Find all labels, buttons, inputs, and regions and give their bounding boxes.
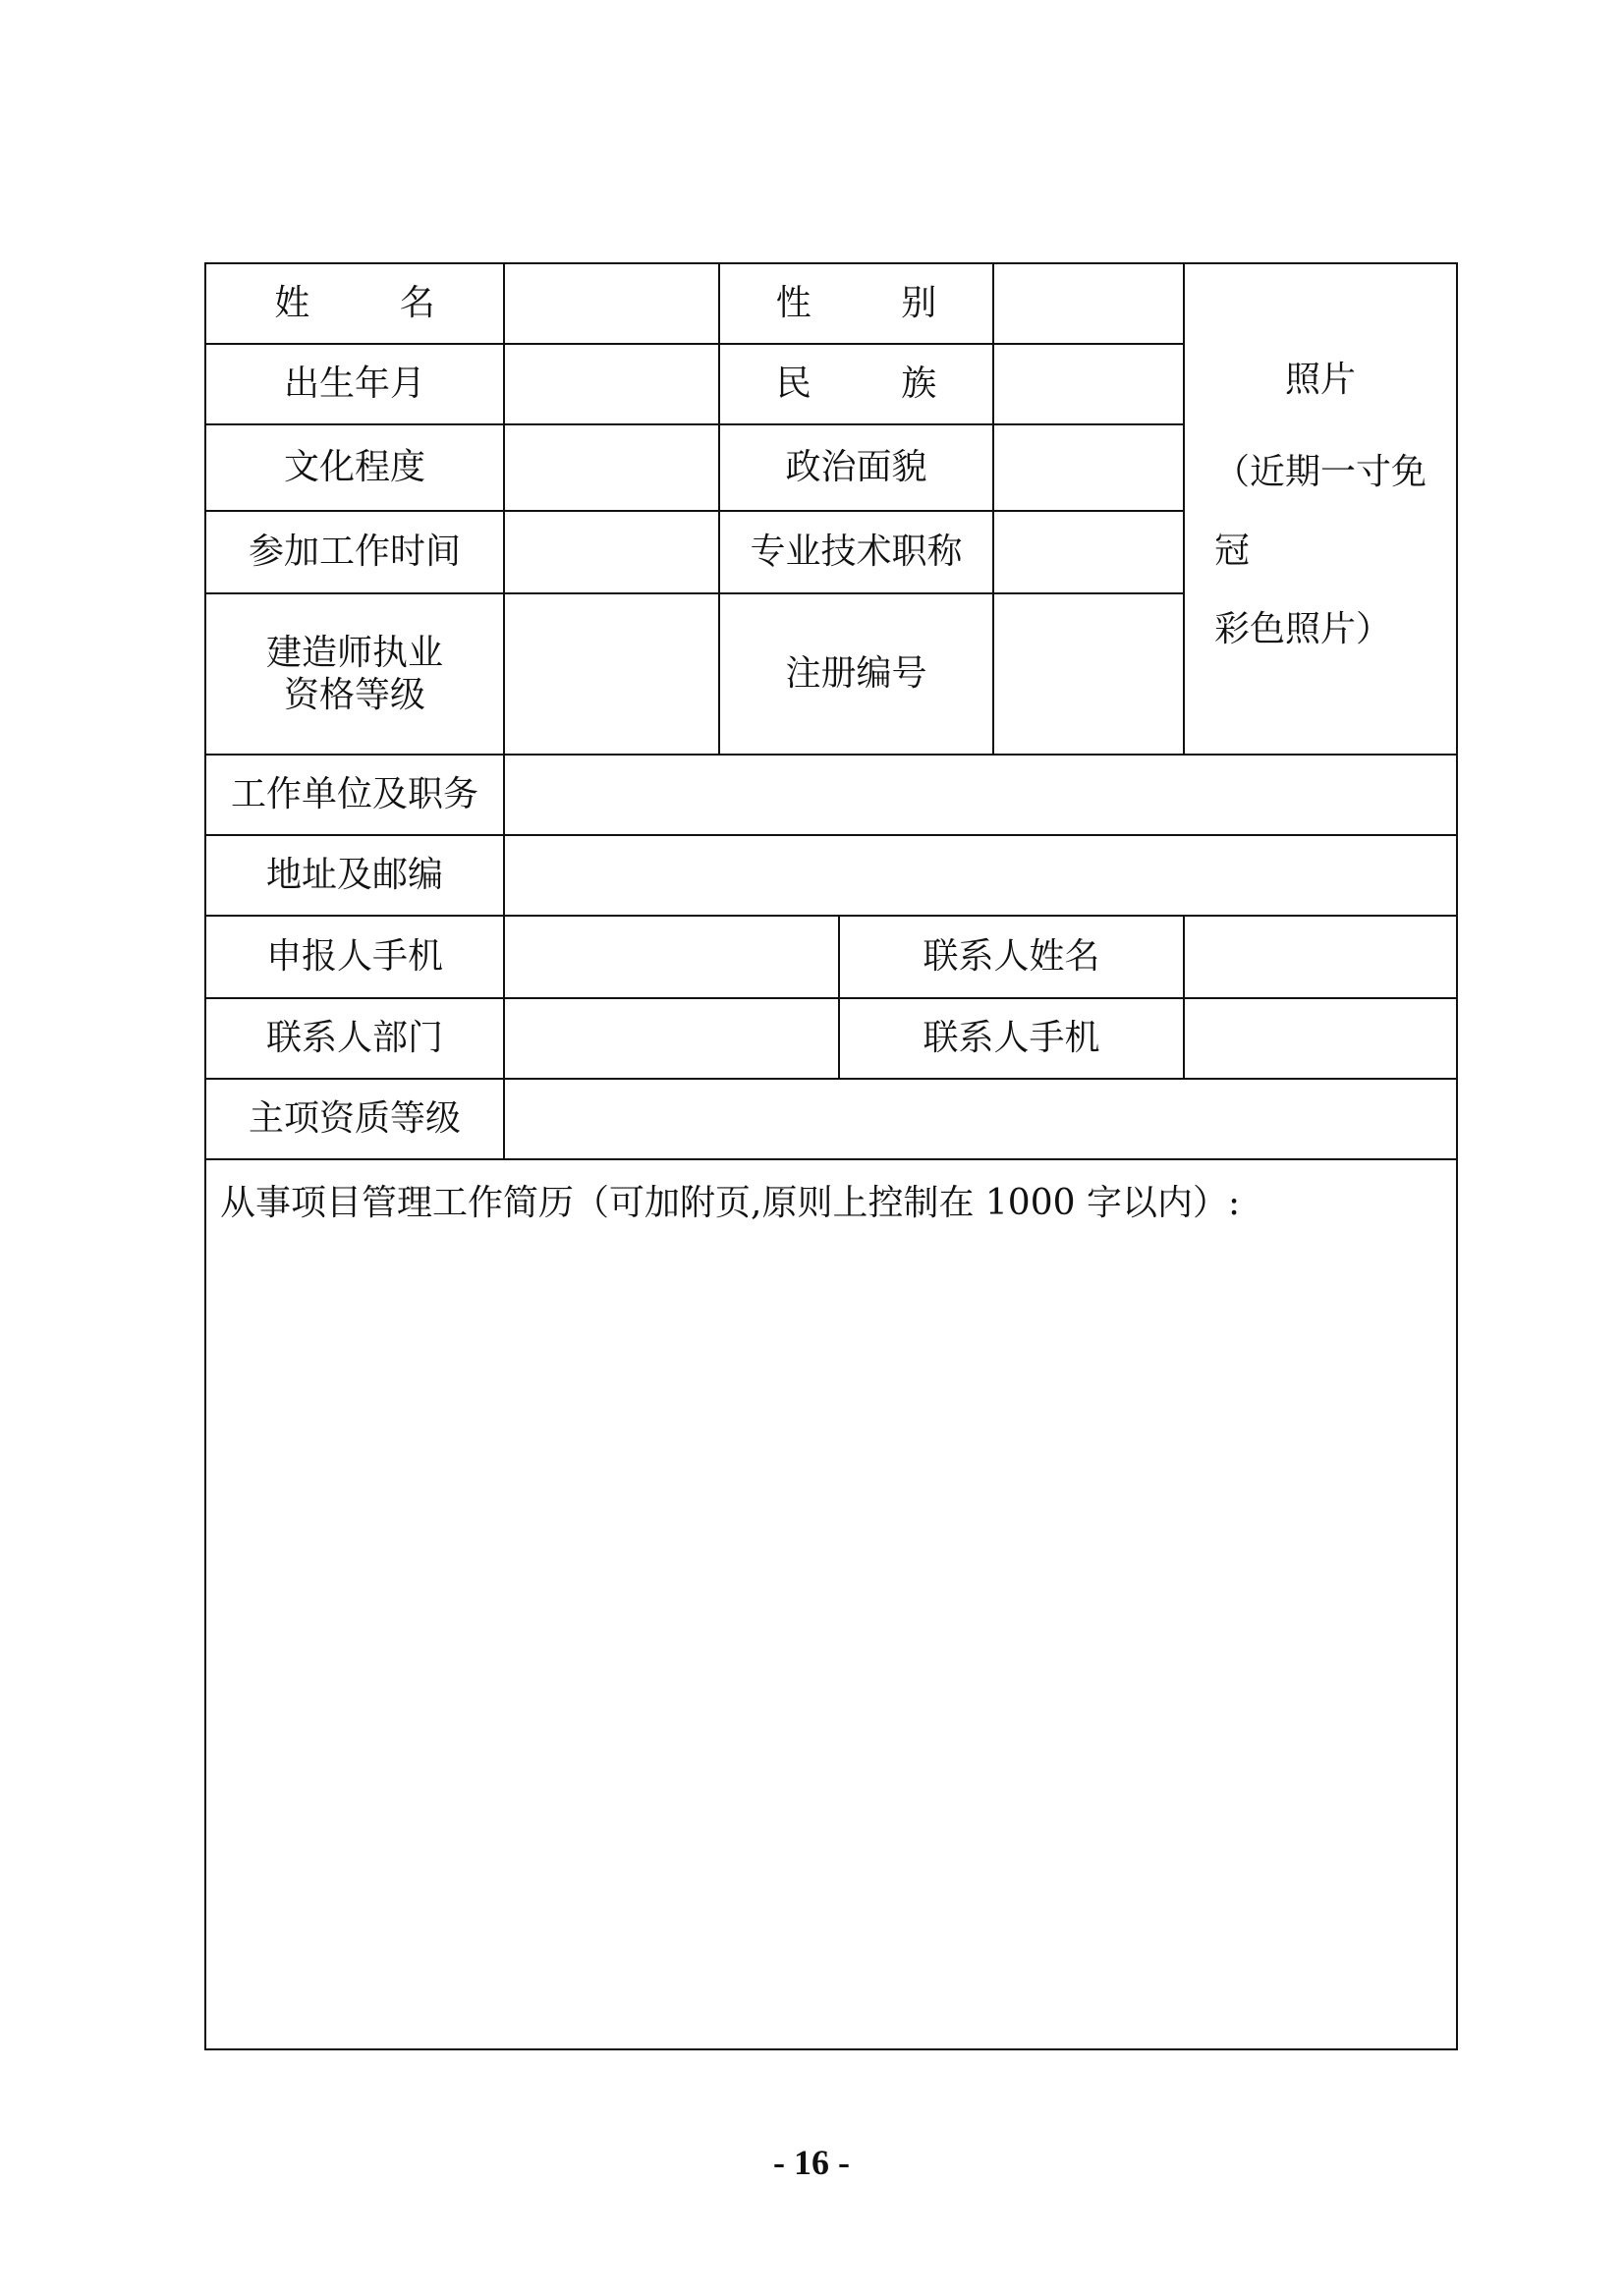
photo-note-line2: 彩色照片）	[1214, 608, 1392, 649]
qualification-grade-label-cell	[205, 1079, 504, 1159]
professional-title-field[interactable]	[993, 511, 1184, 593]
photo-title: 照片	[1285, 360, 1357, 401]
resume-area[interactable]	[205, 1159, 1457, 2049]
photo-note-line1: （近期一寸免冠	[1214, 451, 1427, 571]
contact-name-label: 联系人姓名	[923, 936, 1100, 978]
contact-dept-field[interactable]	[504, 998, 839, 1079]
birth-label-cell	[205, 344, 504, 424]
political-label: 政治面貌	[785, 447, 927, 488]
address-field[interactable]	[504, 835, 1457, 916]
work-start-label: 参加工作时间	[248, 532, 461, 573]
applicant-phone-label: 申报人手机	[265, 936, 443, 978]
work-start-field[interactable]	[504, 511, 719, 593]
name-field[interactable]	[504, 263, 719, 344]
address-label: 地址及邮编	[265, 855, 443, 896]
gender-label-cell	[719, 263, 993, 344]
gender-field[interactable]	[993, 263, 1184, 344]
education-label: 文化程度	[283, 447, 425, 488]
registration-label-cell	[719, 593, 993, 755]
employer-label-cell	[205, 755, 504, 835]
registration-field[interactable]	[993, 593, 1184, 755]
birth-field[interactable]	[504, 344, 719, 424]
registration-label: 注册编号	[785, 653, 927, 695]
qualification-field[interactable]	[504, 593, 719, 755]
applicant-phone-label-cell	[205, 916, 504, 998]
ethnicity-label-cell	[719, 344, 993, 424]
contact-dept-label: 联系人部门	[265, 1018, 443, 1059]
qualification-grade-field[interactable]	[504, 1079, 1457, 1159]
employer-field[interactable]	[504, 755, 1457, 835]
qualification-label-line1: 建造师执业	[265, 632, 443, 673]
title-label-cell	[719, 511, 993, 593]
education-field[interactable]	[504, 424, 719, 511]
political-field[interactable]	[993, 424, 1184, 511]
name-label-cell	[205, 263, 504, 344]
contact-name-field[interactable]	[1184, 916, 1457, 998]
resume-title: 从事项目管理工作简历（可加附页,原则上控制在 1000 字以内）:	[220, 1183, 1241, 1223]
photo-area[interactable]	[1184, 263, 1457, 755]
page-number: - 16 -	[773, 2143, 850, 2182]
education-label-cell	[205, 424, 504, 511]
gender-label: 性 别	[775, 283, 977, 324]
qualification-label-line2: 资格等级	[283, 675, 425, 715]
contact-phone-label-cell	[839, 998, 1184, 1079]
contact-phone-label: 联系人手机	[923, 1018, 1100, 1059]
qualification-grade-label: 主项资质等级	[248, 1098, 461, 1140]
name-label: 姓 名	[274, 283, 475, 324]
contact-dept-label-cell	[205, 998, 504, 1079]
ethnicity-field[interactable]	[993, 344, 1184, 424]
contact-phone-field[interactable]	[1184, 998, 1457, 1079]
applicant-phone-field[interactable]	[504, 916, 839, 998]
address-label-cell	[205, 835, 504, 916]
work-start-label-cell	[205, 511, 504, 593]
contact-name-label-cell	[839, 916, 1184, 998]
professional-title-label: 专业技术职称	[750, 532, 963, 573]
birth-label: 出生年月	[283, 364, 425, 405]
qualification-label-cell	[205, 593, 504, 755]
employer-label: 工作单位及职务	[230, 774, 478, 815]
political-label-cell	[719, 424, 993, 511]
application-form-table	[204, 262, 1458, 2050]
ethnicity-label: 民 族	[775, 364, 977, 405]
